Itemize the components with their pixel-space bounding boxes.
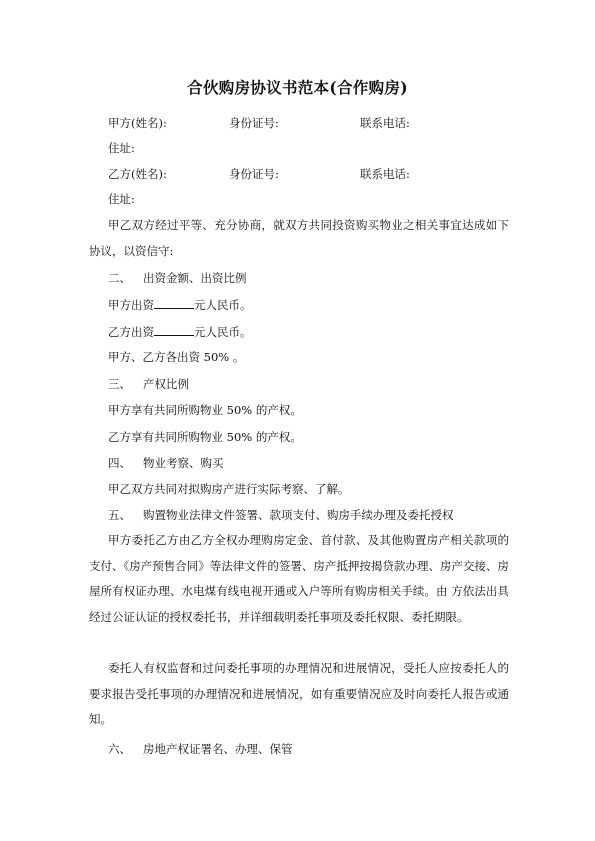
party-a-id-label: 身份证号: <box>229 116 279 130</box>
party-b-name-label: 乙方(姓名): <box>108 167 167 181</box>
party-b-contribution-prefix: 乙方出资 <box>108 325 154 339</box>
party-a-amount-blank <box>154 297 194 309</box>
section-5-number: 五、 <box>108 508 131 522</box>
party-a-phone-label: 联系电话: <box>360 116 410 130</box>
section-2-title: 出资金额、出资比例 <box>143 271 247 285</box>
section-5-title: 购置物业法律文件签署、款项支付、购房手续办理及委托授权 <box>143 508 454 522</box>
party-b-address: 住址: <box>108 192 135 206</box>
section-6-title: 房地产权证署名、办理、保管 <box>143 742 293 756</box>
party-a-row <box>108 116 410 130</box>
section-2-heading <box>108 271 247 285</box>
section-6-heading <box>108 742 293 756</box>
contribution-ratio: 甲方、乙方各出资 50% 。 <box>108 350 245 364</box>
section-3-title: 产权比例 <box>143 377 189 391</box>
section-4-number: 四、 <box>108 456 131 470</box>
party-b-phone-label: 联系电话: <box>360 167 410 181</box>
party-a-contribution-prefix: 甲方出资 <box>108 298 154 312</box>
party-a-ownership: 甲方享有共同所购物业 50% 的产权。 <box>108 403 302 417</box>
intro-paragraph: 甲乙双方经过平等、充分协商，就双方共同投资购买物业之相关事宜达成如下协议，以资信守: <box>89 218 509 258</box>
supervision-paragraph: 委托人有权监督和过问委托事项的办理情况和进展情况，受托人应按委托人的要求报告受托事项的办理情况和进展情况，如有重要情况应及时向委托人报告或通知。 <box>89 661 509 726</box>
section-4-heading <box>108 456 224 470</box>
party-a-address: 住址: <box>108 141 135 155</box>
section-3-number: 三、 <box>108 377 131 391</box>
section-4-title: 物业考察、购买 <box>143 456 224 470</box>
section-5-heading <box>108 508 454 522</box>
party-a-contribution <box>108 297 252 312</box>
authorization-paragraph: 甲方委托乙方由乙方全权办理购房定金、首付款、及其他购置房产相关款项的支付、《房产预售合同》等法律文件的签署、房产抵押按揭贷款办理、房产交接、房屋所有权证办理、水电煤有线电视开通或入户等所有购房相关手续。由 方依法出具经过公证认证的授权委托书，并详细载明委托事项及委托权限、委托期限。 <box>89 533 509 624</box>
party-b-amount-blank <box>154 324 194 336</box>
party-b-contribution <box>108 324 252 339</box>
party-a-name-label: 甲方(姓名): <box>108 116 167 130</box>
party-b-id-label: 身份证号: <box>229 167 279 181</box>
inspection-text: 甲乙双方共同对拟购房产进行实际考察、了解。 <box>108 482 350 496</box>
party-b-row <box>108 167 410 181</box>
party-b-contribution-suffix: 元人民币。 <box>194 325 252 339</box>
section-3-heading <box>108 377 189 391</box>
party-a-contribution-suffix: 元人民币。 <box>194 298 252 312</box>
section-6-number: 六、 <box>108 742 131 756</box>
section-2-number: 二、 <box>108 271 131 285</box>
party-b-ownership: 乙方享有共同所购物业 50% 的产权。 <box>108 430 302 444</box>
page-title: 合伙购房协议书范本(合作购房) <box>187 78 408 97</box>
